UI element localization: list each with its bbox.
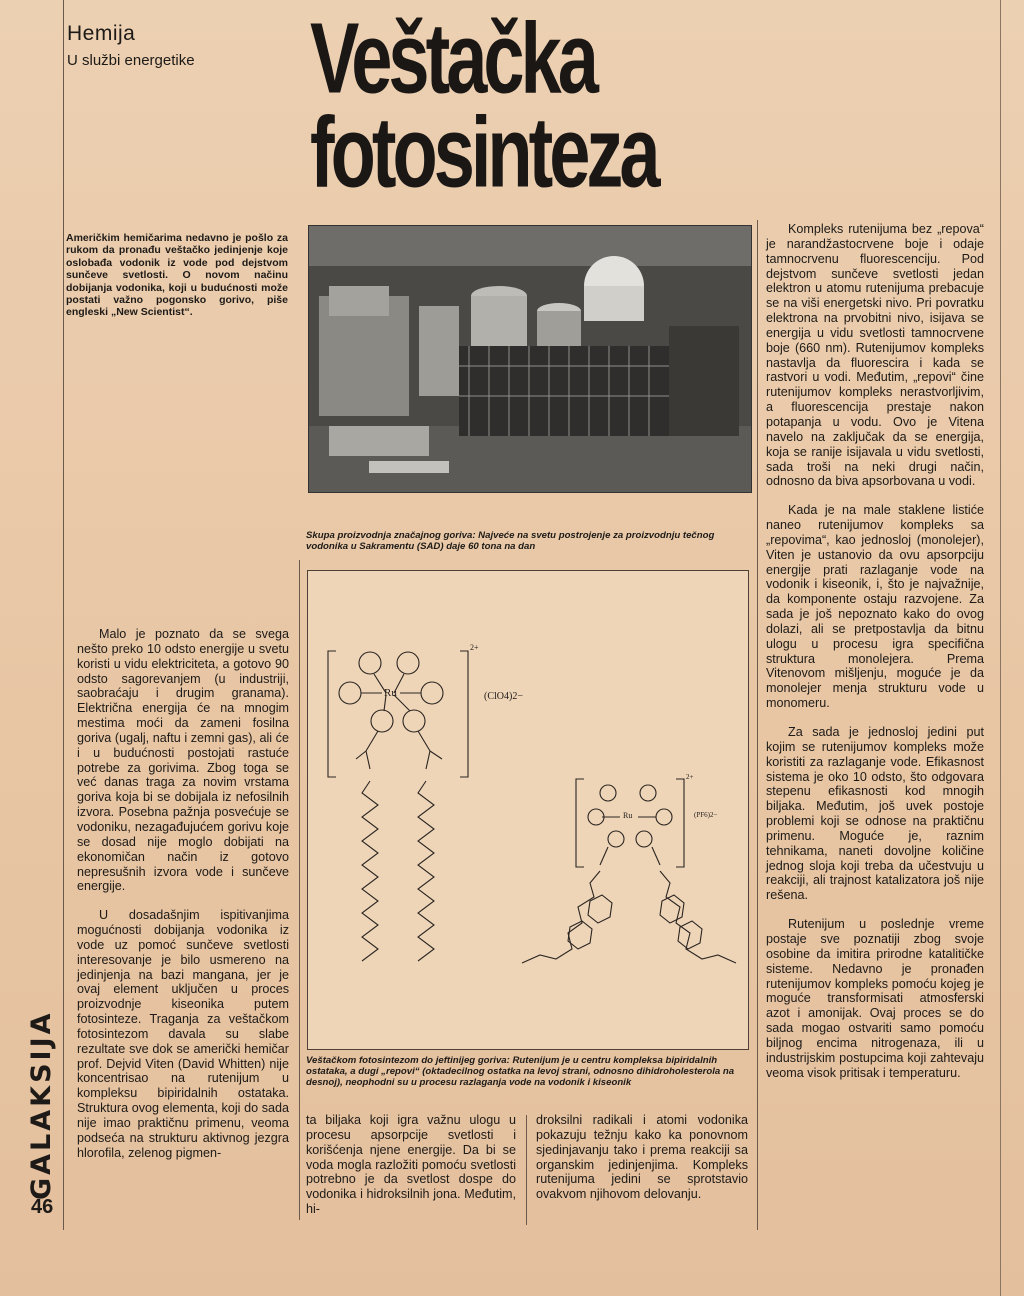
charge-label-left: 2+ (470, 643, 479, 652)
mid-column-1 (306, 1113, 516, 1231)
anion-label-left: (ClO4)2− (484, 691, 523, 702)
headline-line-1: Veštačka (310, 1, 595, 115)
photo-caption: Skupa proizvodnja značajnog goriva: Najveće na svetu postrojenje za proizvodnju tečnog vodonika u Sakramentu (SAD) daje 60 tona na dan (306, 530, 715, 552)
mid-paragraph-2: droksilni radikali i atomi vodonika pokazuju težnju kako ka ponovnom sjedinjavanju tako i prema reakciji sa organskim jedinjenjima. Kompleks rutenijuma jedini se sprotstavio ovakvom njihovom delovanju. (536, 1113, 748, 1202)
charge-label-right: 2+ (686, 773, 694, 781)
left-paragraph-2: U dosadašnjim ispitivanjima mogućnosti dobijanja vodonika iz vode uz pomoć sunčeve svetlosti interesovanje je bilo usmereno na jedinjenja na bazi mangana, jer je ovaj element uključen u proces proizvodnje kiseonika putem fotosinteze. Traganja za veštačkom fotosintezom davala su slabe rezultate sve dok se američki hemičar prof. Dejvid Viten (David Whitten) nije koncentrisao na rutenijum u kompleksu bipiridalnih ostataka. Struktura ovog elementa, koji do sada nije imao praktičnu primenu, veoma podseća na strukturu aktivnog jezgra hlorofila, zelenog pigmen- (77, 908, 289, 1160)
right-paragraph-1: Kompleks rutenijuma bez „repova“ je narandžastocrvene boje i odaje tamnocrvenu fluorescenciju. Pod dejstvom sunčeve svetlosti jedan elektron u atomu rutenijuma prebacuje se na viši energetski nivo. Pri povratku elektrona na prvobitni nivo, isijava se energija u vidu svetlosti tamnocrvene boje (660 nm). Rutenijumov kompleks nastavlja da fluorescira i kada se rastvori u vodi. Međutim, „repovi“ čine rutenijumov kompleks nerastvorljivim, a fluorescencija prestaje nakon potapanja u vodu. Ovo je Vitena navelo na zaključak da se energija, koja se ranije isijavala u vidu svetlosti, sada troši na neki drugi način, odnosno da biva apsorbovana u vodi. (766, 222, 984, 489)
mid-column-2 (536, 1113, 748, 1216)
diagram-caption: Veštačkom fotosintezom do jeftinijeg goriva: Rutenijum je u centru kompleksa bipiridalnih ostataka, a dugi „repovi“ (oktadecilnog ostatka na levoj strani, odnosno dihidroholesterola na desnoj), neophodni su u procesu razlaganja vode na vodonik i kiseonik (306, 1055, 735, 1088)
page-number: 46 (31, 1196, 54, 1218)
right-edge-rule (1000, 0, 1001, 1296)
headline-line-2: fotosinteza (310, 95, 657, 208)
ruthenium-complex-illustration (308, 571, 748, 1049)
column-rule-1 (299, 560, 300, 1220)
right-paragraph-2: Kada je na male staklene listiće naneo rutenijumov kompleks sa „repovima“, kao jednosloj (monolejer), Viten je ustanovio da ovu apsorpciju energije prati razlaganje vode na vodonik i kiseonik, i, što je najvažnije, da komponente ostaju razvojene. Za sada je još nepoznato kako do ovog dolazi, ali se pretpostavlja da bitnu ulogu u procesu igra specifična struktura monolejera. Prema Vitenovom mišljenju, moguće je da monolejer menja strukturu vode u monomeru. (766, 503, 984, 711)
plant-photo-illustration (309, 226, 751, 492)
left-margin-rule (63, 0, 64, 1230)
mid-paragraph-1: ta biljaka koji igra važnu ulogu u procesu apsorpcije svetlosti i korišćenja njene energije. Da bi se voda mogla razložiti pomoću svetlosti potrebno je da svetlost dospe do vodonika i hidroksilnih jona. Međutim, hi- (306, 1113, 516, 1217)
left-paragraph-1: Malo je poznato da se svega nešto preko 10 odsto energije u svetu koristi u vidu elektriciteta, a gotovo 90 odsto sagorevanjem (u industriji, saobraćaju i drugim granama). Električna energija će na mnogim mestima moći da zameni fosilna goriva (ugalj, naftu i zemni gas), ali će i u budućnosti postojati rastuće potrebe za gorivima. Zbog toga se već danas traga za novim vrstama goriva koja bi se dobijala iz nefosilnih izvora. Posebna pažnja posvećuje se vodoniku, nezagađujućem gorivu koje se dosad nije moglo dobijati na ekonomičan način iz gotovo nepresušnih izvora vode i sunčeve energije. (77, 627, 289, 894)
right-paragraph-3: Za sada je jednosloj jedini put kojim se rutenijumov kompleks može koristiti za razlaganje vode. Efikasnost sistema je oko 10 odsto, što odgovara stepenu efikasnosti kod mnogih biljaka. Međutim, još uvek postoje problemi koji se odnose na praktičnu primenu. Moguće je, raznim tehnikama, naneti dovoljne količine jednog sloja koji treba da učestvuju u reakciji, ali trajnost katalizatora još nije rešena. (766, 725, 984, 903)
column-rule-3 (757, 220, 758, 1230)
chemical-structure-diagram (307, 570, 749, 1050)
hydrogen-plant-photo (308, 225, 752, 493)
section-sublabel: U službi energetike (67, 52, 195, 69)
ru-label-right: Ru (623, 811, 633, 820)
right-column (766, 222, 984, 1094)
right-paragraph-4: Rutenijum u poslednje vreme postaje sve poznatiji zbog svoje osobine da imitira prirodne katalitičke sisteme. Nedavno je pronađen rutenijumov kompleks pomoću kojeg je moguće transformisati atmosferski azot i amonijak. Ovaj proces se do sada mogao ostvariti samo pomoću biljnog encima nitrogenaza, ili u industrijskim postupcima koji zahtevaju veoma visok pritisak i temperaturu. (766, 917, 984, 1080)
column-rule-2 (526, 1115, 527, 1225)
magazine-logo-vertical: GALAKSIJA (26, 1010, 57, 1200)
ru-label-left: Ru (384, 687, 397, 699)
left-column (77, 627, 289, 1175)
lead-paragraph: Američkim hemičarima nedavno je pošlo za rukom da pronađu veštačko jedinjenje koje oslobađa vodonik iz vode pod dejstvom sunčeve svetlosti. O novom načinu dobijanja vodonika, koji u budućnosti može postati važno pogonsko gorivo, piše engleski „New Scientist“. (66, 232, 288, 319)
section-label: Hemija (67, 22, 136, 45)
anion-label-right: (PF6)2− (694, 811, 718, 819)
